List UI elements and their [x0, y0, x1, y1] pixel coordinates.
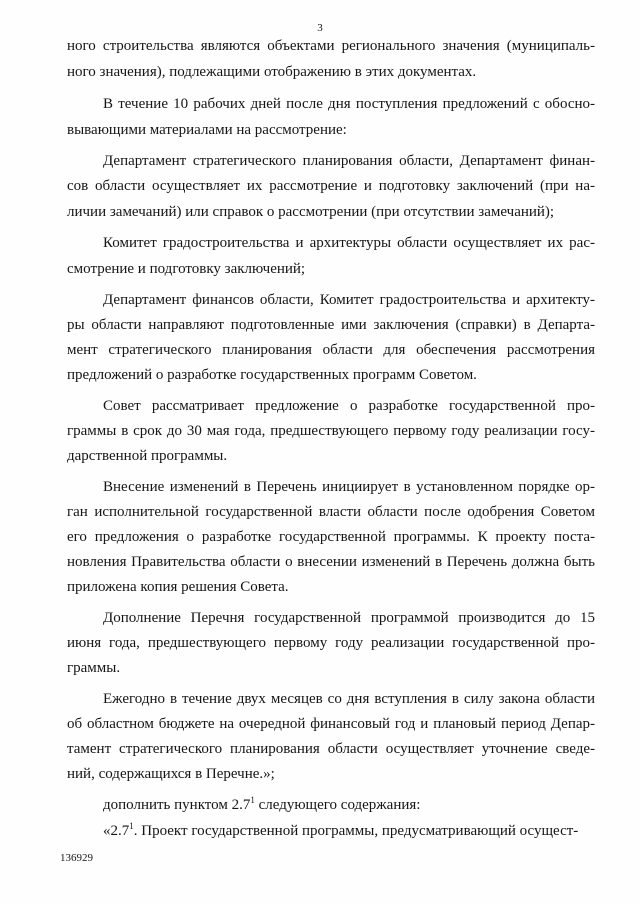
text-line: вывающими материалами на рассмотрение: [67, 122, 347, 138]
text-line: предложений о разработке государственных программ Советом. [67, 367, 477, 383]
document-code: 136929 [60, 852, 93, 864]
text-line: смотрение и подготовку заключений; [67, 261, 306, 277]
text-line: личии замечаний) или справок о рассмотрении (при отсутствии замечаний); [67, 204, 555, 220]
text-segment: . Проект государственной программы, предусматривающий осущест- [133, 823, 579, 839]
text-line: Ежегодно в течение двух месяцев со дня вступления в силу закона области [103, 691, 595, 707]
text-segment: дополнить пунктом 2.7 [103, 797, 251, 813]
text-line: сов области осуществляет их рассмотрение и подготовку заключений (при на- [67, 178, 595, 194]
text-line: В течение 10 рабочих дней после дня поступления предложений с обосно- [103, 96, 595, 112]
text-line: ного строительства являются объектами регионального значения (муниципаль- [67, 38, 595, 54]
text-line: мент стратегического планирования области для обеспечения рассмотрения [67, 342, 595, 358]
text-line: Департамент финансов области, Комитет градостроительства и архитекту- [103, 292, 595, 308]
text-line: Департамент стратегического планирования области, Департамент финан- [103, 153, 595, 169]
text-line: Дополнение Перечня государственной программой производится до 15 [103, 610, 595, 626]
text-line: его предложения о разработке государственной программы. К проекту поста- [67, 529, 595, 545]
text-line-with-superscript [103, 822, 578, 840]
text-line-with-superscript [103, 796, 420, 814]
text-line: граммы. [67, 660, 121, 676]
page-number: 3 [317, 22, 323, 34]
text-line: ного значения), подлежащими отображению в этих документах. [67, 64, 477, 80]
text-segment: «2.7 [103, 823, 130, 839]
superscript: 1 [250, 795, 255, 805]
text-line: новления Правительства области о внесении изменений в Перечень должна быть [67, 554, 595, 570]
text-line: об областном бюджете на очередной финансовый год и плановый период Депар- [67, 716, 595, 732]
text-line: ры области направляют подготовленные ими заключения (справки) в Департа- [67, 317, 595, 333]
text-line: дарственной программы. [67, 448, 228, 464]
text-line: граммы в срок до 30 мая года, предшествующего первому году реализации госу- [67, 423, 595, 439]
text-line: Внесение изменений в Перечень инициирует в установленном порядке ор- [103, 479, 595, 495]
text-line: Комитет градостроительства и архитектуры области осуществляет их рас- [103, 235, 595, 251]
text-line: июня года, предшествующего первому году реализации государственной про- [67, 635, 595, 651]
text-line: ган исполнительной государственной власти области после одобрения Советом [67, 504, 595, 520]
text-line: ний, содержащихся в Перечне.»; [67, 766, 275, 782]
text-line: тамент стратегического планирования области осуществляет уточнение сведе- [67, 741, 595, 757]
text-line: Совет рассматривает предложение о разработке государственной про- [103, 398, 595, 414]
text-segment: следующего содержания: [254, 797, 421, 813]
superscript: 1 [129, 821, 134, 831]
text-line: приложена копия решения Совета. [67, 579, 289, 595]
